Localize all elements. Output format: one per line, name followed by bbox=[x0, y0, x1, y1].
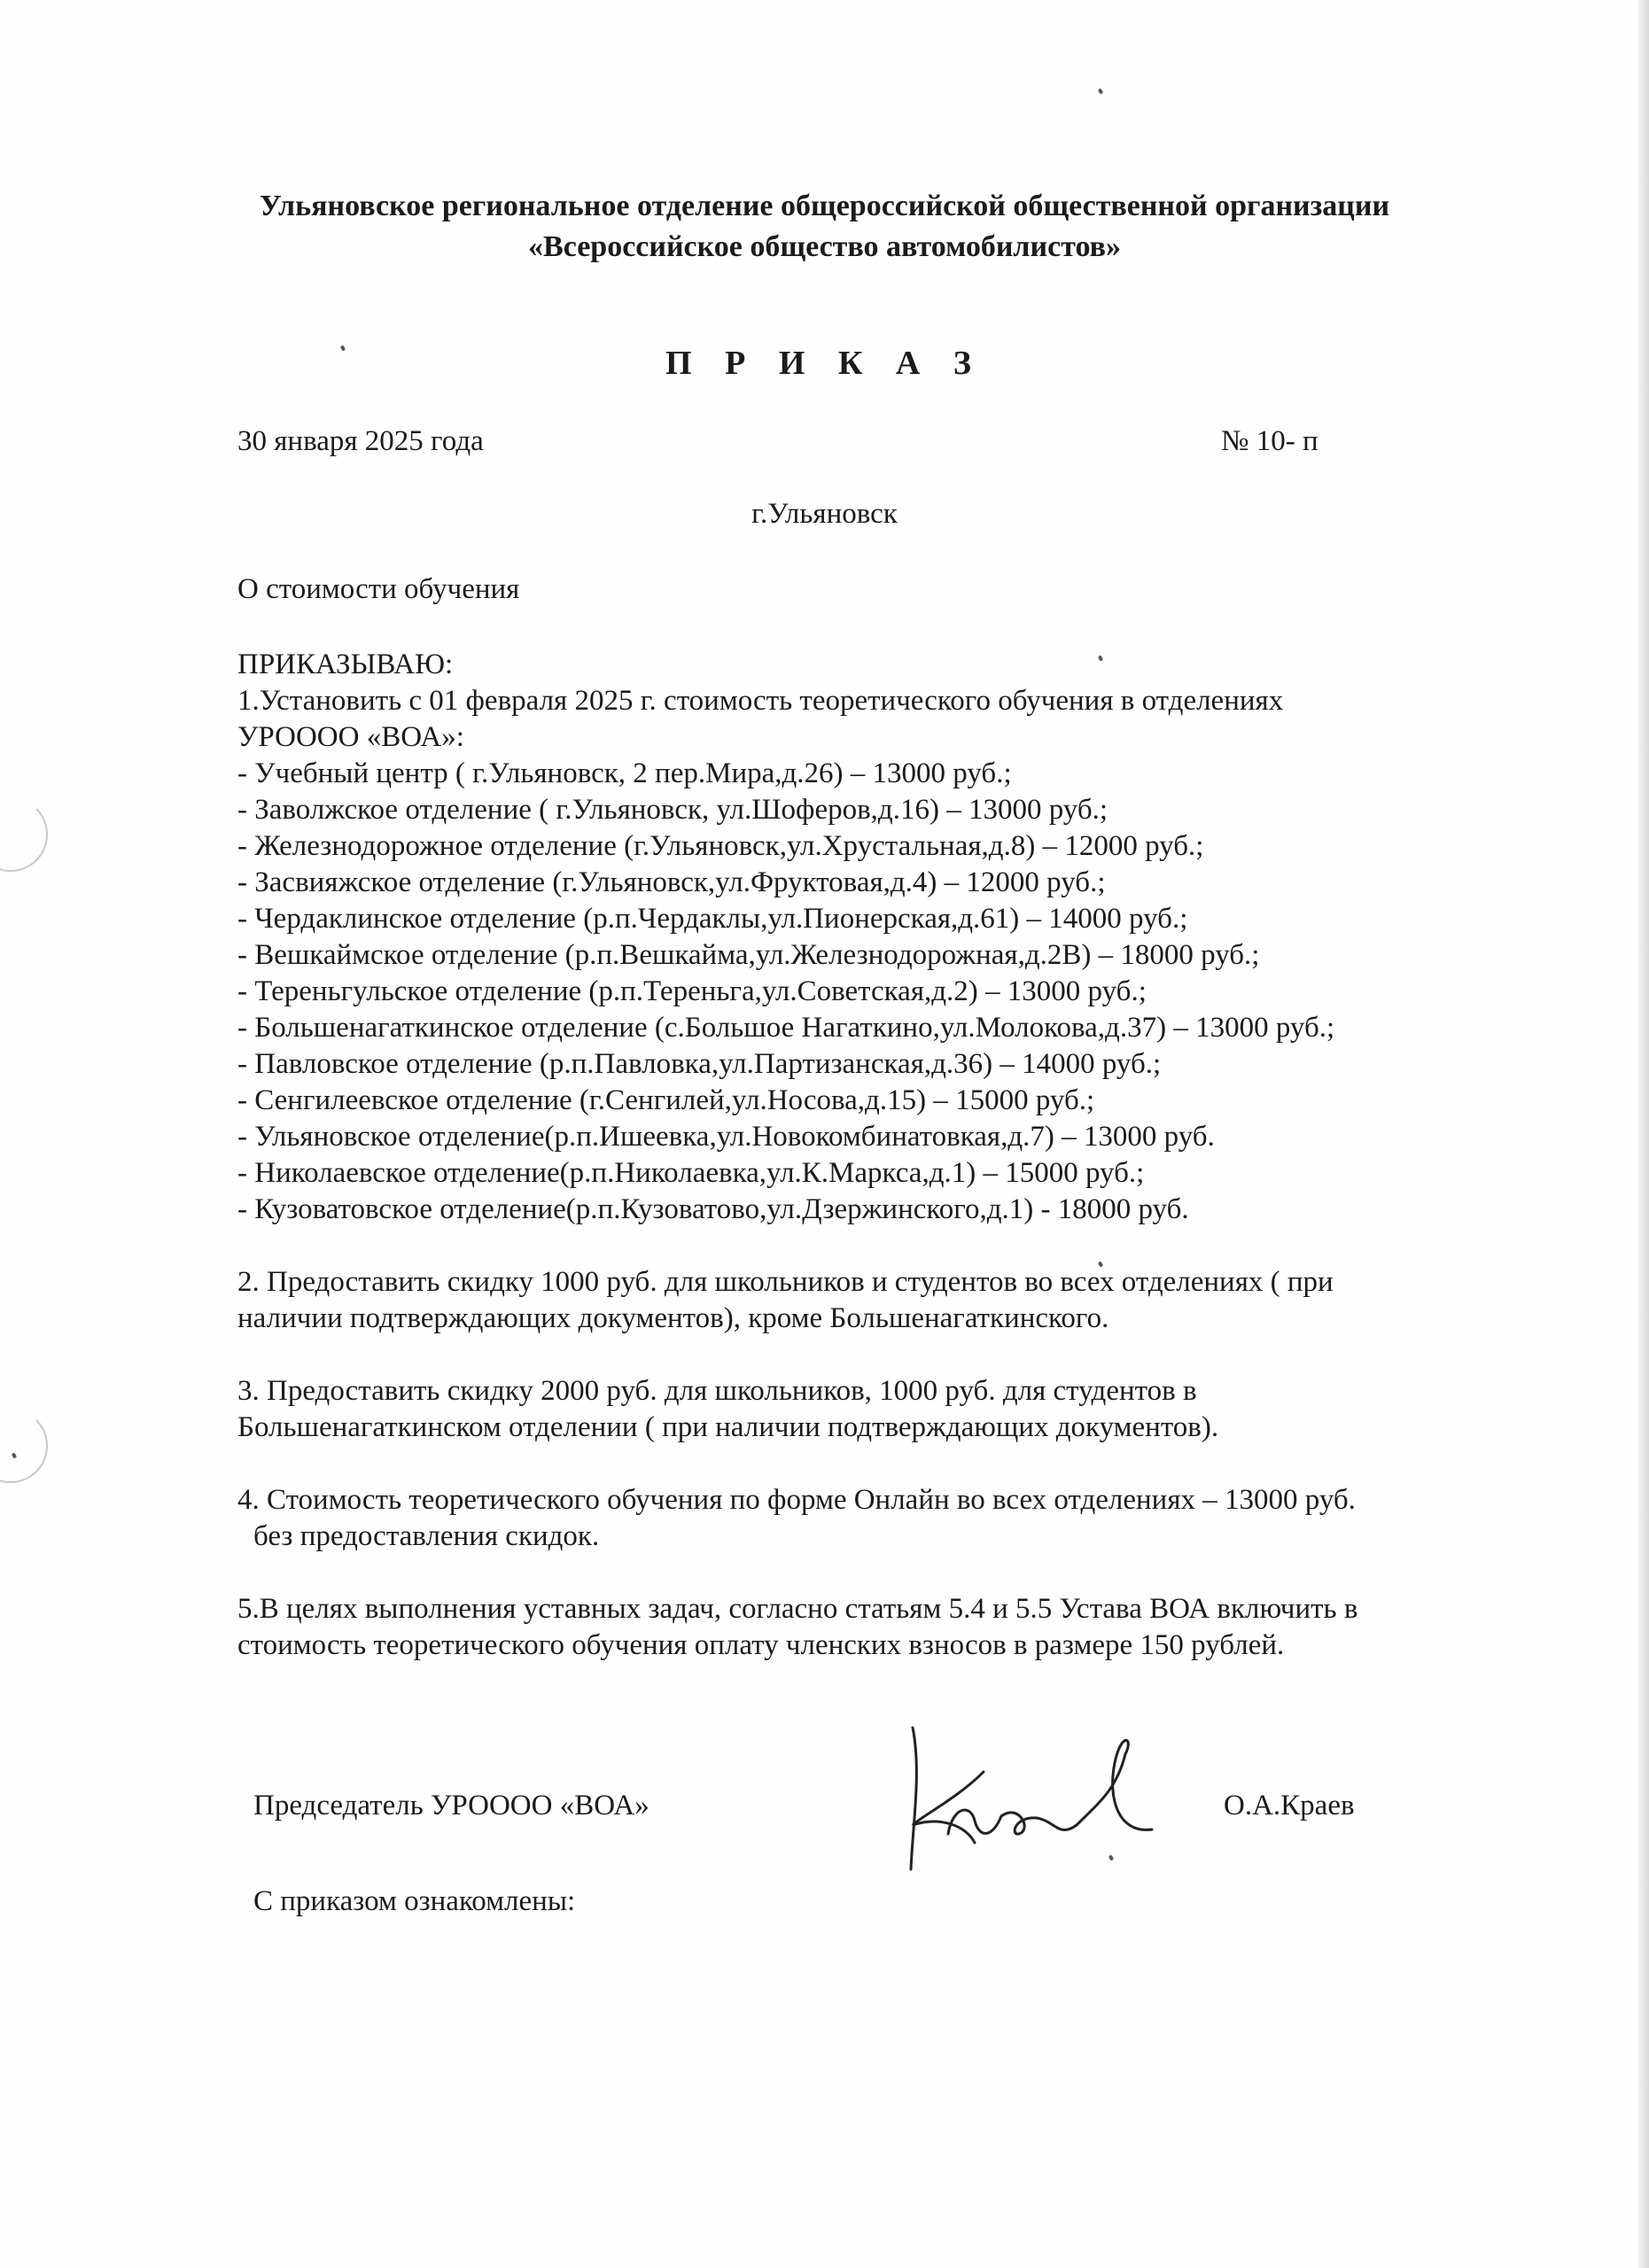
order-subject: О стоимости обучения bbox=[237, 573, 520, 605]
chair-title: Председатель УРОООО «ВОА» bbox=[253, 1790, 649, 1821]
order-word: ПРИКАЗЫВАЮ: bbox=[237, 649, 454, 680]
item-3-line-2: Большенагаткинском отделении ( при наличии подтверждающих документов). bbox=[237, 1411, 1219, 1443]
signer-name: О.А.Краев bbox=[1224, 1790, 1355, 1821]
branch-price-item: - Засвияжское отделение (г.Ульяновск,ул.Фруктовая,д.4) – 12000 руб.; bbox=[237, 866, 1106, 898]
item-4-line-2: без предоставления скидок. bbox=[253, 1520, 600, 1552]
order-body bbox=[237, 647, 1513, 1664]
item-3-line-1: 3. Предоставить скидку 2000 руб. для школьников, 1000 руб. для студентов в bbox=[237, 1375, 1197, 1407]
order-number: № 10- п bbox=[1221, 425, 1318, 457]
punch-hole-mark bbox=[0, 797, 48, 872]
item-1-line-1: 1.Установить с 01 февраля 2025 г. стоимость теоретического обучения в отделениях bbox=[237, 685, 1284, 717]
branch-price-item: - Кузоватовское отделение(р.п.Кузоватово,ул.Дзержинского,д.1) - 18000 руб. bbox=[237, 1193, 1189, 1225]
branch-price-item: - Тереньгульское отделение (р.п.Тереньга,ул.Советская,д.2) – 13000 руб.; bbox=[237, 975, 1147, 1007]
organization-line-1: Ульяновское региональное отделение общероссийской общественной организации bbox=[259, 190, 1390, 222]
order-date: 30 января 2025 года bbox=[237, 425, 484, 457]
branch-price-item: - Чердаклинское отделение (р.п.Чердаклы,ул.Пионерская,д.61) – 14000 руб.; bbox=[237, 903, 1188, 935]
document-type-title: П Р И К А З bbox=[665, 345, 984, 382]
branch-price-item: - Заволжское отделение ( г.Ульяновск, ул.Шоферов,д.16) – 13000 руб.; bbox=[237, 794, 1108, 826]
punch-hole-mark bbox=[0, 1409, 48, 1483]
organization-line-2: «Всероссийское общество автомобилистов» bbox=[528, 230, 1121, 263]
item-5-line-1: 5.В целях выполнения уставных задач, согласно статьям 5.4 и 5.5 Устава ВОА включить в bbox=[237, 1593, 1358, 1625]
item-2-line-1: 2. Предоставить скидку 1000 руб. для школьников и студентов во всех отделениях ( при bbox=[237, 1266, 1334, 1298]
item-1-line-2: УРОООО «ВОА»: bbox=[237, 721, 464, 753]
branch-price-item: - Николаевское отделение(р.п.Николаевка,ул.К.Маркса,д.1) – 15000 руб.; bbox=[237, 1157, 1145, 1189]
scan-edge-shadow bbox=[1638, 0, 1649, 2268]
branch-price-item: - Учебный центр ( г.Ульяновск, 2 пер.Мира,д.26) – 13000 руб.; bbox=[237, 757, 1012, 789]
branch-price-item: - Вешкаймское отделение (р.п.Вешкайма,ул.Железнодорожная,д.2В) – 18000 руб.; bbox=[237, 939, 1260, 971]
branch-price-item: - Ульяновское отделение(р.п.Ишеевка,ул.Новокомбинатовкая,д.7) – 13000 руб. bbox=[237, 1121, 1215, 1153]
branch-price-list bbox=[237, 756, 1513, 1228]
signature-block bbox=[253, 1790, 1405, 1843]
acknowledgement-label: С приказом ознакомлены: bbox=[253, 1885, 576, 1917]
branch-price-item: - Большенагаткинское отделение (с.Большое Нагаткино,ул.Молокова,д.37) – 13000 руб.; bbox=[237, 1012, 1335, 1044]
branch-price-item: - Павловское отделение (р.п.Павловка,ул.Партизанская,д.36) – 14000 руб.; bbox=[237, 1048, 1162, 1080]
branch-price-item: - Сенгилеевское отделение (г.Сенгилей,ул.Носова,д.15) – 15000 руб.; bbox=[237, 1084, 1095, 1116]
item-2-line-2: наличии подтверждающих документов), кроме Большенагаткинского. bbox=[237, 1302, 1109, 1334]
organization-header bbox=[0, 186, 1649, 268]
item-5-line-2: стоимость теоретического обучения оплату членских взносов в размере 150 рублей. bbox=[237, 1629, 1285, 1661]
scan-speck bbox=[1098, 88, 1103, 94]
item-4-line-1: 4. Стоимость теоретического обучения по форме Онлайн во всех отделениях – 13000 руб. bbox=[237, 1484, 1356, 1516]
branch-price-item: - Железнодорожное отделение (г.Ульяновск,ул.Хрустальная,д.8) – 12000 руб.; bbox=[237, 830, 1204, 862]
city: г.Ульяновск bbox=[751, 498, 898, 530]
